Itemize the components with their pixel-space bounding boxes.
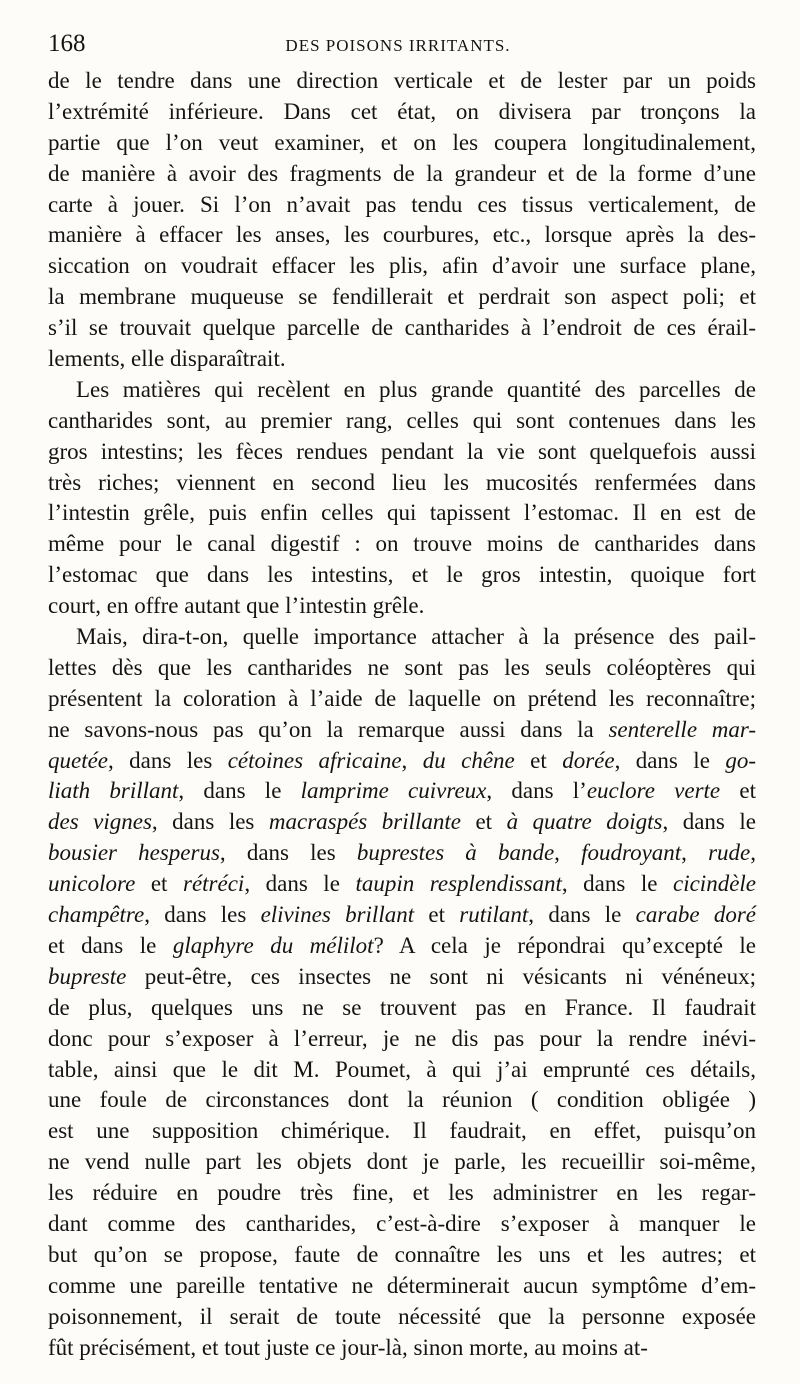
text-line: l’estomac que dans les intestins, et le gros intestin, quoique fort <box>48 562 756 588</box>
text-line: manière à effacer les anses, les courbures, etc., lorsque après la des- <box>48 222 756 248</box>
text-line: une foule de circonstances dont la réunion ( condition obligée ) <box>48 1087 756 1113</box>
text-line: présentent la coloration à l’aide de laquelle on prétend les reconnaître; <box>48 685 756 711</box>
page-number: 168 <box>48 30 86 57</box>
text-line: partie que l’on veut examiner, et on les coupera longitudinalement, <box>48 129 756 155</box>
text-line: les réduire en poudre très fine, et les administrer en les regar- <box>48 1180 756 1206</box>
text-line: ne savons-nous pas qu’on la remarque aussi dans la senterelle mar- <box>48 716 757 742</box>
text-line: comme une pareille tentative ne déterminerait aucun symptôme d’em- <box>48 1272 756 1298</box>
text-line: même pour le canal digestif : on trouve moins de cantharides dans <box>48 531 756 557</box>
text-line: Mais, dira-t-on, quelle importance attacher à la présence des pail- <box>76 624 756 650</box>
text-line: poisonnement, il serait de toute nécessité que la personne exposée <box>48 1303 756 1329</box>
paragraph <box>48 375 756 622</box>
text-line: donc pour s’exposer à l’erreur, je ne dis pas pour la rendre inévi- <box>48 1025 756 1051</box>
paragraph <box>48 66 756 375</box>
text-line: court, en offre autant que l’intestin grêle. <box>48 593 425 619</box>
text-line: des vignes, dans les macraspés brillante et à quatre doigts, dans le <box>48 809 756 835</box>
text-line: lettes dès que les cantharides ne sont pas les seuls coléoptères qui <box>48 654 756 680</box>
text-line: et dans le glaphyre du mélilot? A cela je répondrai qu’excepté le <box>48 932 756 958</box>
text-line: dant comme des cantharides, c’est-à-dire s’exposer à manquer le <box>48 1210 756 1236</box>
text-line: est une supposition chimérique. Il faudrait, en effet, puisqu’on <box>48 1118 756 1144</box>
text-line: champêtre, dans les elivines brillant et rutilant, dans le carabe doré <box>48 902 756 928</box>
text-line: lements, elle disparaîtrait. <box>48 346 286 372</box>
text-line: de manière à avoir des fragments de la grandeur et de la forme d’une <box>48 160 756 186</box>
text-line: quetée, dans les cétoines africaine, du chêne et dorée, dans le go- <box>48 747 756 773</box>
text-line: de le tendre dans une direction verticale et de lester par un poids <box>48 68 756 93</box>
paragraph <box>48 622 756 1363</box>
text-line: bousier hesperus, dans les buprestes à bande, foudroyant, rude, <box>48 840 756 866</box>
text-line: but qu’on se propose, faute de connaître les uns et les autres; et <box>48 1241 756 1267</box>
running-title: DES POISONS IRRITANTS. <box>285 36 511 55</box>
text-line: Les matières qui recèlent en plus grande quantité des parcelles de <box>76 376 756 402</box>
text-line: l’intestin grêle, puis enfin celles qui tapissent l’estomac. Il en est de <box>48 500 756 526</box>
text-line: siccation on voudrait effacer les plis, afin d’avoir une surface plane, <box>48 253 756 279</box>
text-line: carte à jouer. Si l’on n’avait pas tendu ces tissus verticalement, de <box>48 191 756 217</box>
text-line: la membrane muqueuse se fendillerait et perdrait son aspect poli; et <box>48 284 756 310</box>
text-line: gros intestins; les fèces rendues pendant la vie sont quelquefois aussi <box>48 438 756 464</box>
text-line: liath brillant, dans le lamprime cuivreux, dans l’euclore verte et <box>48 778 756 804</box>
text-line: de plus, quelques uns ne se trouvent pas en France. Il faudrait <box>48 994 756 1020</box>
text-line: l’extrémité inférieure. Dans cet état, on divisera par tronçons la <box>48 98 756 124</box>
text-line: s’il se trouvait quelque parcelle de cantharides à l’endroit de ces érail- <box>48 315 756 341</box>
text-line: ne vend nulle part les objets dont je parle, les recueillir soi-même, <box>48 1149 756 1175</box>
text-line: fût précisément, et tout juste ce jour-là, sinon morte, au moins at- <box>48 1334 648 1360</box>
text-line: cantharides sont, au premier rang, celles qui sont contenues dans les <box>48 407 756 433</box>
page-body <box>48 66 756 1363</box>
page-header <box>48 30 748 64</box>
text-line: bupreste peut-être, ces insectes ne sont ni vésicants ni vénéneux; <box>48 963 756 989</box>
text-line: très riches; viennent en second lieu les mucosités renfermées dans <box>48 469 756 495</box>
text-line: table, ainsi que le dit M. Poumet, à qui j’ai emprunté ces détails, <box>48 1056 756 1082</box>
text-line: unicolore et rétréci, dans le taupin resplendissant, dans le cicindèle <box>48 871 757 897</box>
